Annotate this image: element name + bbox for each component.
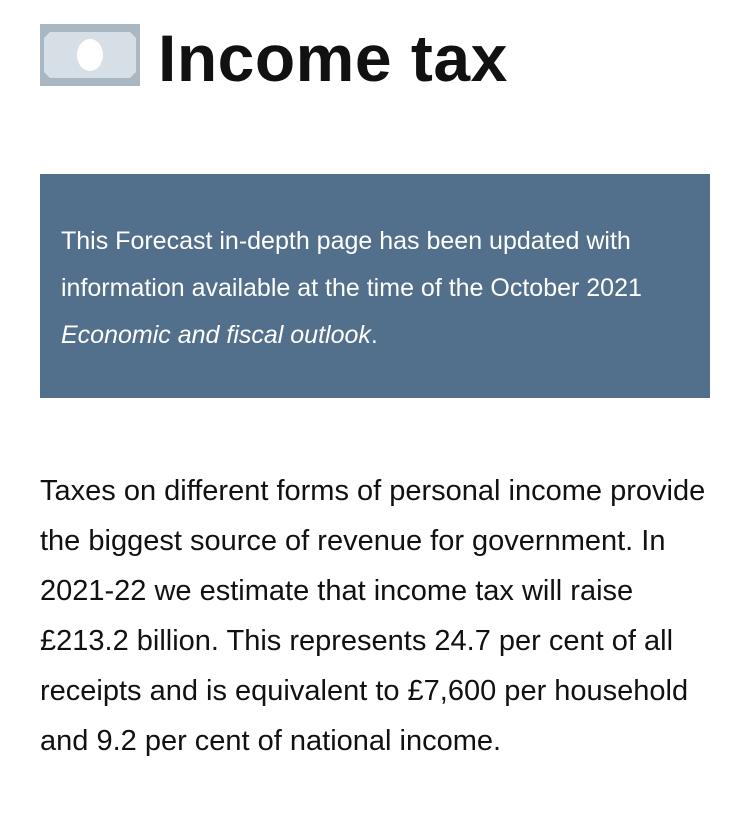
title-row [40,18,508,98]
update-notice-lead: This Forecast in-depth page has been updated with information available at the time of the October 2021 [61,227,642,302]
update-notice [40,174,710,398]
page-title: Income tax [158,21,508,95]
intro-paragraph: Taxes on different forms of personal income provide the biggest source of revenue for government. In 2021-22 we estimate that income tax will raise £213.2 billion. This represents 24.7 per cent of all receipts and is equivalent to £7,600 per household and 9.2 per cent of national income. [40,475,706,757]
banknote-icon [40,24,140,86]
update-notice-text [61,218,690,359]
publication-title: Economic and fiscal outlook [61,321,371,349]
update-notice-end: . [370,321,378,349]
